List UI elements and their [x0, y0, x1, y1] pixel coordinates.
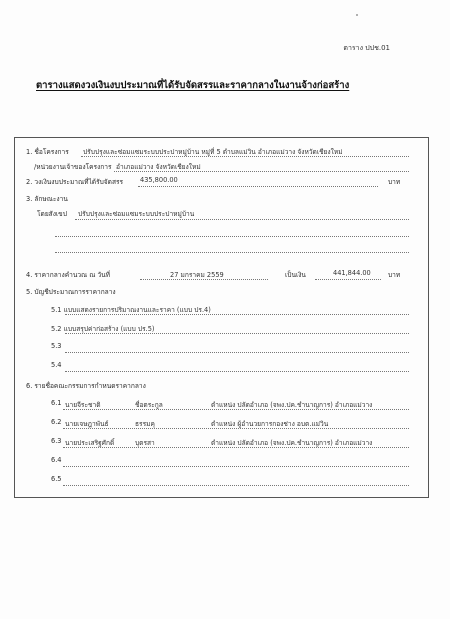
- item1-owner-label: /หน่วยงานเจ้าของโครงการ: [34, 163, 112, 171]
- item4-mid: เป็นเงิน: [285, 271, 306, 279]
- item5-line-1: 5.1 แบบแสดงรายการปริมาณงานและราคา (แบบ ปร.4): [51, 306, 211, 314]
- form-code: ตาราง ปปช.01: [343, 44, 390, 52]
- item3-line-3: [55, 252, 409, 253]
- item4-label: 4. ราคากลางคำนวณ ณ วันที่: [26, 271, 111, 279]
- member-3-rule: [63, 447, 409, 448]
- member-1-num: 6.1: [51, 399, 62, 407]
- item2-unit: บาท: [388, 178, 401, 186]
- member-2-num: 6.2: [51, 418, 62, 426]
- member-1-rule: [63, 409, 409, 410]
- member-2-last: ธรรมคุ: [135, 420, 155, 428]
- item5-rule-1: [65, 314, 409, 315]
- item1-owner-value: อำเภอแม่วาง จังหวัดเชียงใหม่: [116, 163, 201, 171]
- member-3-num: 6.3: [51, 437, 62, 445]
- item5-label: 5. บัญชีประมาณการราคากลาง: [26, 288, 116, 296]
- member-2-position: ตำแหน่ง ผู้อำนวยการกองช่าง อบต.แม่วิน: [211, 420, 329, 428]
- item4-value: 441,844.00: [333, 269, 371, 277]
- item1-line: [81, 156, 409, 157]
- item1-label: 1. ชื่อโครงการ: [26, 148, 69, 156]
- member-2-first: นายเจษฎาพันธ์: [65, 420, 109, 428]
- item4-date: 27 มกราคม 2559: [170, 271, 224, 279]
- member-4-rule: [63, 466, 409, 467]
- member-1-position: ตำแหน่ง ปลัดอำเภอ (จพง.ปค.ชำนาญการ) อำเภอแม่วาง: [211, 401, 373, 409]
- member-1-last: ชื่อตระกูล: [135, 401, 163, 409]
- item3-sub-label: โดยสังเขป: [37, 210, 67, 218]
- member-5-num: 6.5: [51, 475, 62, 483]
- member-4-num: 6.4: [51, 456, 62, 464]
- item1-value: ปรับปรุงและซ่อมแซมระบบประปาหมู่บ้าน หมู่ที่ 5 ตำบลแม่วิน อำเภอแม่วาง จังหวัดเชียงใหม่: [83, 148, 343, 156]
- item5-rule-4: [65, 371, 409, 372]
- member-3-last: บุตรสา: [135, 439, 155, 447]
- item5-rule-2: [65, 333, 409, 334]
- item3-value: ปรับปรุงและซ่อมแซมระบบประปาหมู่บ้าน: [78, 210, 195, 218]
- item3-line-2: [55, 236, 409, 237]
- document-title: ตารางแสดงวงเงินงบประมาณที่ได้รับจัดสรรและราคากลางในงานจ้างก่อสร้าง: [36, 80, 350, 91]
- item1-owner-line: [114, 171, 409, 172]
- item4-unit: บาท: [388, 271, 401, 279]
- item3-label: 3. ลักษณะงาน: [26, 195, 68, 203]
- item5-line-4: 5.4: [51, 361, 62, 369]
- scan-speck: [356, 14, 358, 16]
- member-1-first: นายจีระชาติ: [65, 401, 101, 409]
- item3-line-1: [75, 219, 409, 220]
- item4-date-line: [140, 279, 268, 280]
- item4-value-line: [315, 279, 381, 280]
- item6-label: 6. รายชื่อคณะกรรมการกำหนดราคากลาง: [26, 382, 146, 390]
- item2-label: 2. วงเงินงบประมาณที่ได้รับจัดสรร: [26, 178, 124, 186]
- item2-line: [138, 186, 378, 187]
- item2-value: 435,800.00: [140, 176, 178, 184]
- member-3-first: นายประเสริฐศักดิ์: [65, 439, 115, 447]
- member-3-position: ตำแหน่ง ปลัดอำเภอ (จพง.ปค.ชำนาญการ) อำเภอแม่วาง: [211, 439, 373, 447]
- item5-line-2: 5.2 แบบสรุปค่าก่อสร้าง (แบบ ปร.5): [51, 325, 155, 333]
- item5-line-3: 5.3: [51, 342, 62, 350]
- item5-rule-3: [65, 352, 409, 353]
- member-5-rule: [63, 485, 409, 486]
- member-2-rule: [63, 428, 409, 429]
- form-frame: [14, 137, 429, 498]
